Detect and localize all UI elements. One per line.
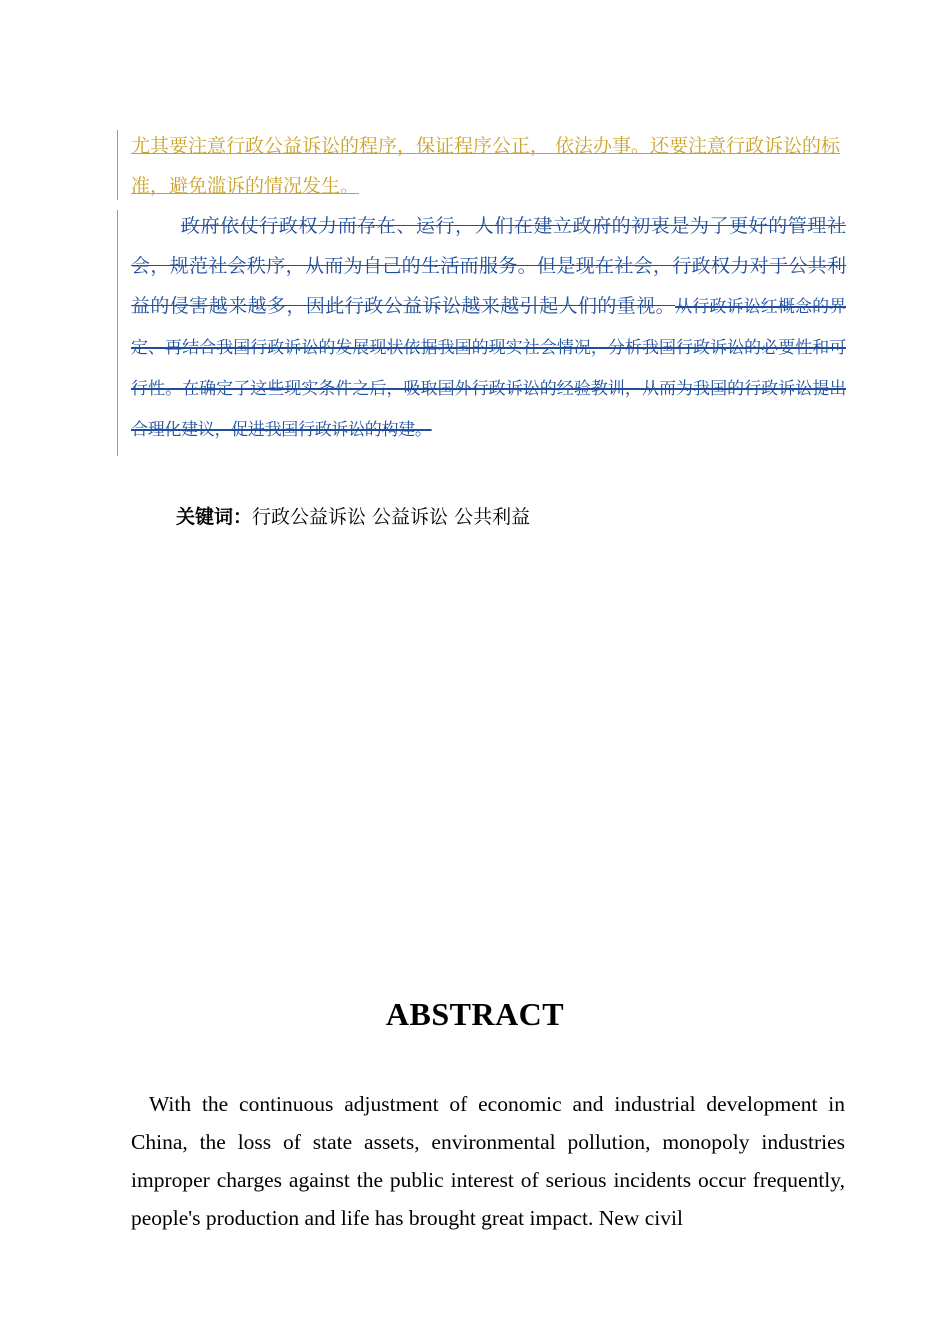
abstract-body: With the continuous adjustment of economic and industrial development in China, the loss of state assets, environmental pollution, monopoly industries improper charges against the public interest of serious incidents occur frequently, people's production and life has brought great impact. New civil	[131, 1092, 845, 1230]
deleted-text-tail: 从行政诉讼红概念的界定、再结合我国行政诉讼的发展现状依据我国的现实社会情况，分析我国行政诉讼的必要性和可行性。在确定了这些现实条件之后，吸取国外行政诉讼的经验教训，从而为我国的行政诉讼提出合理化建议，促进我国行政诉讼的构建。	[131, 297, 846, 440]
keywords-label: 关键词：	[176, 506, 253, 528]
deleted-text: 政府依仗行政权力而存在、运行，人们在建立政府的初衷是为了更好的管理社会，规范社会秩序，从而为自己的生活而服务。但是现在社会，行政权力对于公共利益的侵害越来越多，因此行政公益诉讼越来越引起人们的重视。	[131, 215, 846, 317]
keywords-line	[176, 500, 530, 534]
revision-change-bar	[117, 130, 118, 200]
keywords-values: 行政公益诉讼 公益诉讼 公共利益	[252, 506, 531, 528]
abstract-heading: ABSTRACT	[385, 996, 565, 1032]
revision-change-bar	[117, 210, 118, 456]
deleted-revision-paragraph	[131, 206, 846, 450]
inserted-revision-paragraph	[131, 126, 846, 206]
inserted-text: 尤其要注意行政公益诉讼的程序，保证程序公正， 依法办事。还要注意行政诉讼的标准，避免滥诉的情况发生。	[131, 135, 841, 197]
